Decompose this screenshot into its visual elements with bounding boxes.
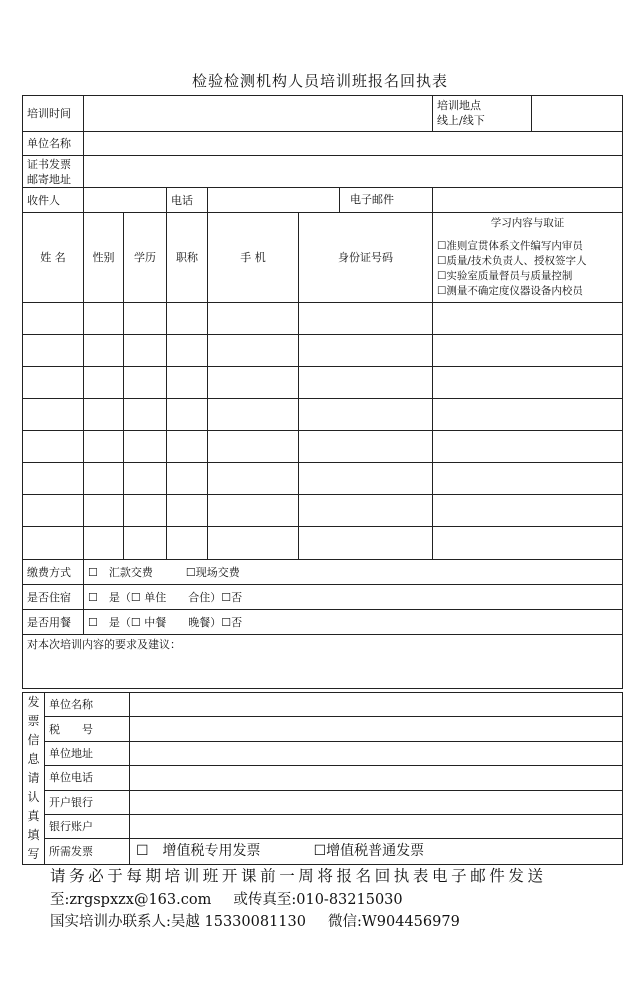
attendee-row[interactable] (23, 527, 623, 560)
invoice-bank-field[interactable] (130, 790, 623, 814)
training-time-label: 培训时间 (23, 96, 84, 132)
invoice-phone-field[interactable] (130, 766, 623, 790)
training-place-field[interactable] (532, 96, 622, 131)
attendee-row[interactable] (23, 463, 623, 495)
email-field[interactable] (433, 188, 623, 213)
col-content (433, 213, 623, 303)
content-option-2[interactable]: ☐质量/技术负责人、授权签字人 (437, 255, 587, 267)
lodging-options[interactable]: ☐ 是（☐ 单住 合住）☐否 (84, 585, 623, 610)
content-option-3[interactable]: ☐实验室质量督员与质量控制 (437, 270, 573, 282)
attendee-row[interactable] (23, 399, 623, 431)
training-place-label: 培训地点 线上/线下 (433, 96, 532, 131)
invoice-tax-id-label: 税 号 (45, 717, 130, 741)
footer-email-line: 至:zrgspxzx@163.com 或传真至:010-83215030 (50, 892, 403, 908)
phone-label: 电话 (167, 188, 208, 213)
col-id-number: 身份证号码 (299, 213, 433, 303)
payment-label: 缴费方式 (23, 560, 84, 585)
suggestion-field[interactable] (23, 635, 623, 689)
footer-contact-name: 吴越 (170, 914, 200, 930)
payment-options[interactable]: ☐ 汇款交费 ☐现场交费 (84, 560, 623, 585)
attendee-row[interactable] (23, 431, 623, 463)
cert-address-field[interactable] (84, 156, 623, 188)
invoice-account-field[interactable] (130, 815, 623, 839)
content-option-4[interactable]: ☐测量不确定度仪器设备内校员 (437, 285, 583, 297)
col-mobile: 手 机 (208, 213, 299, 303)
invoice-type-label: 所需发票 (45, 839, 130, 865)
content-header: 学习内容与取证 (490, 217, 565, 229)
meal-options[interactable]: ☐ 是（☐ 中餐 晚餐）☐否 (84, 610, 623, 635)
invoice-table (22, 692, 623, 865)
footer-email[interactable]: zrgspxzx@163.com (69, 892, 212, 908)
footer-contact-line: 国实培训办联系人:吴越 15330081130 微信:W904456979 (50, 914, 460, 930)
phone-field[interactable] (208, 188, 340, 212)
invoice-unit-name-field[interactable] (130, 693, 623, 717)
content-option-1[interactable]: ☐准则宣贯体系文件编写内审员 (437, 240, 583, 252)
recipient-field[interactable] (84, 188, 167, 213)
invoice-address-field[interactable] (130, 741, 623, 765)
meal-label: 是否用餐 (23, 610, 84, 635)
invoice-normal-option[interactable]: ☐增值税普通发票 (313, 843, 425, 860)
invoice-special-option[interactable]: ☐ 增值税专用发票 (136, 843, 261, 860)
footer-contact-phone: 15330081130 (204, 914, 306, 930)
unit-name-field[interactable] (84, 132, 623, 156)
footer-wechat: W904456979 (361, 914, 460, 930)
invoice-vertical-label: 发 票 信 息 请 认 真 填 写 (23, 693, 45, 865)
col-gender: 性别 (84, 213, 124, 303)
footer-fax: 010-83215030 (296, 892, 403, 908)
suggestion-label: 对本次培训内容的要求及建议： (27, 638, 181, 651)
invoice-bank-label: 开户银行 (45, 790, 130, 814)
invoice-phone-label: 单位电话 (45, 766, 130, 790)
col-education: 学历 (124, 213, 167, 303)
form-title: 检验检测机构人员培训班报名回执表 (191, 72, 448, 90)
invoice-tax-id-field[interactable] (130, 717, 623, 741)
invoice-unit-name-label: 单位名称 (45, 693, 130, 717)
attendee-row[interactable] (23, 367, 623, 399)
col-name: 姓 名 (23, 213, 84, 303)
invoice-address-label: 单位地址 (45, 741, 130, 765)
cert-address-label: 证书发票 邮寄地址 (23, 156, 84, 188)
unit-name-label: 单位名称 (23, 132, 84, 156)
email-label: 电子邮件 (350, 193, 394, 206)
training-time-field[interactable] (84, 96, 433, 132)
attendee-row[interactable] (23, 495, 623, 527)
recipient-label: 收件人 (23, 188, 84, 213)
footer-instruction: 请务必于每期培训班开课前一周将报名回执表电子邮件发送 (50, 867, 547, 885)
attendee-row[interactable] (23, 335, 623, 367)
invoice-account-label: 银行账户 (45, 815, 130, 839)
attendee-row[interactable] (23, 303, 623, 335)
col-title: 职称 (167, 213, 208, 303)
lodging-label: 是否住宿 (23, 585, 84, 610)
registration-table (22, 95, 623, 689)
